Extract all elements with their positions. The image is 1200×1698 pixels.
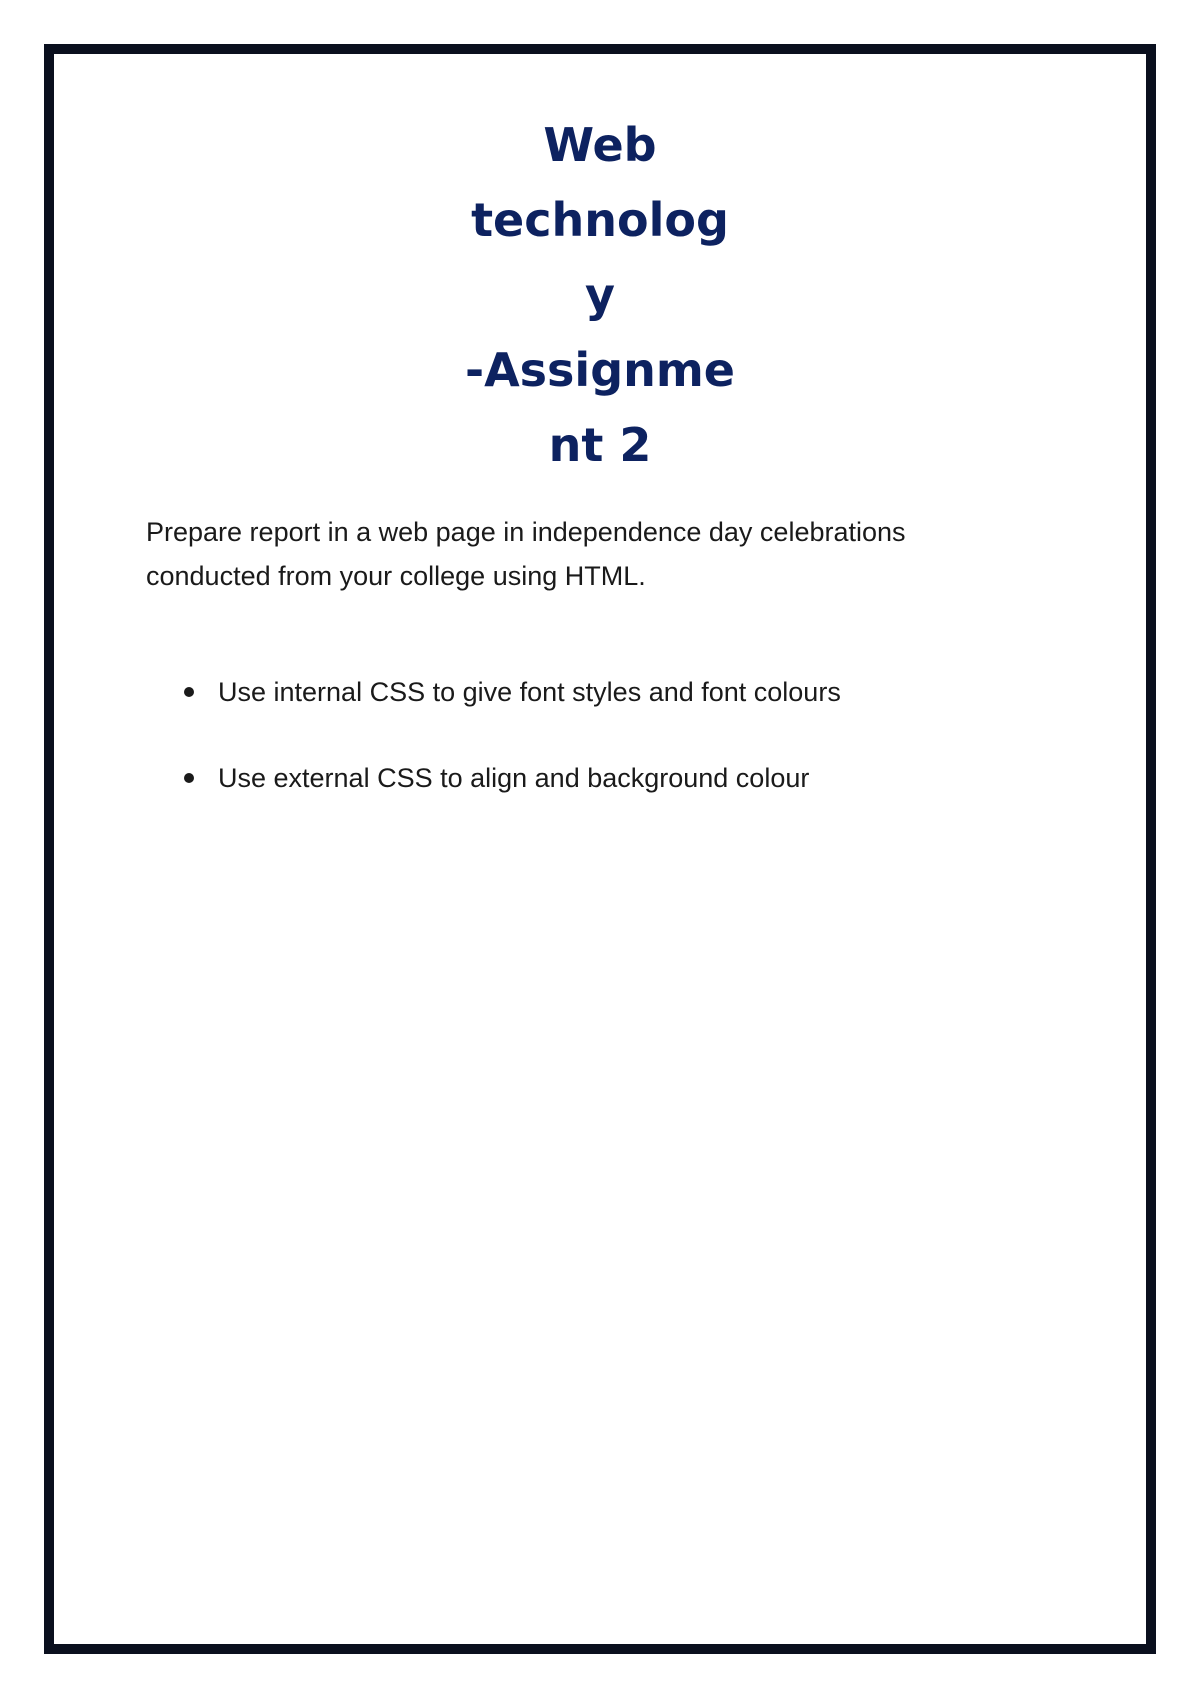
title-line-4: -Assignme [464, 343, 736, 397]
list-item [146, 756, 1046, 842]
list-item-text: Use external CSS to align and background colour [218, 763, 810, 793]
document-title [0, 108, 1200, 483]
requirements-list [146, 670, 1046, 842]
title-line-3: y [585, 268, 615, 322]
title-line-2: technolog [471, 193, 729, 247]
title-line-5: nt 2 [548, 418, 652, 472]
bullet-icon [184, 773, 194, 783]
title-line-1: Web [543, 118, 657, 172]
list-item [146, 670, 1046, 756]
bullet-icon [184, 687, 194, 697]
list-item-text: Use internal CSS to give font styles and font colours [218, 677, 841, 707]
intro-paragraph: Prepare report in a web page in independence day celebrations conducted from your college using HTML. [146, 517, 906, 591]
